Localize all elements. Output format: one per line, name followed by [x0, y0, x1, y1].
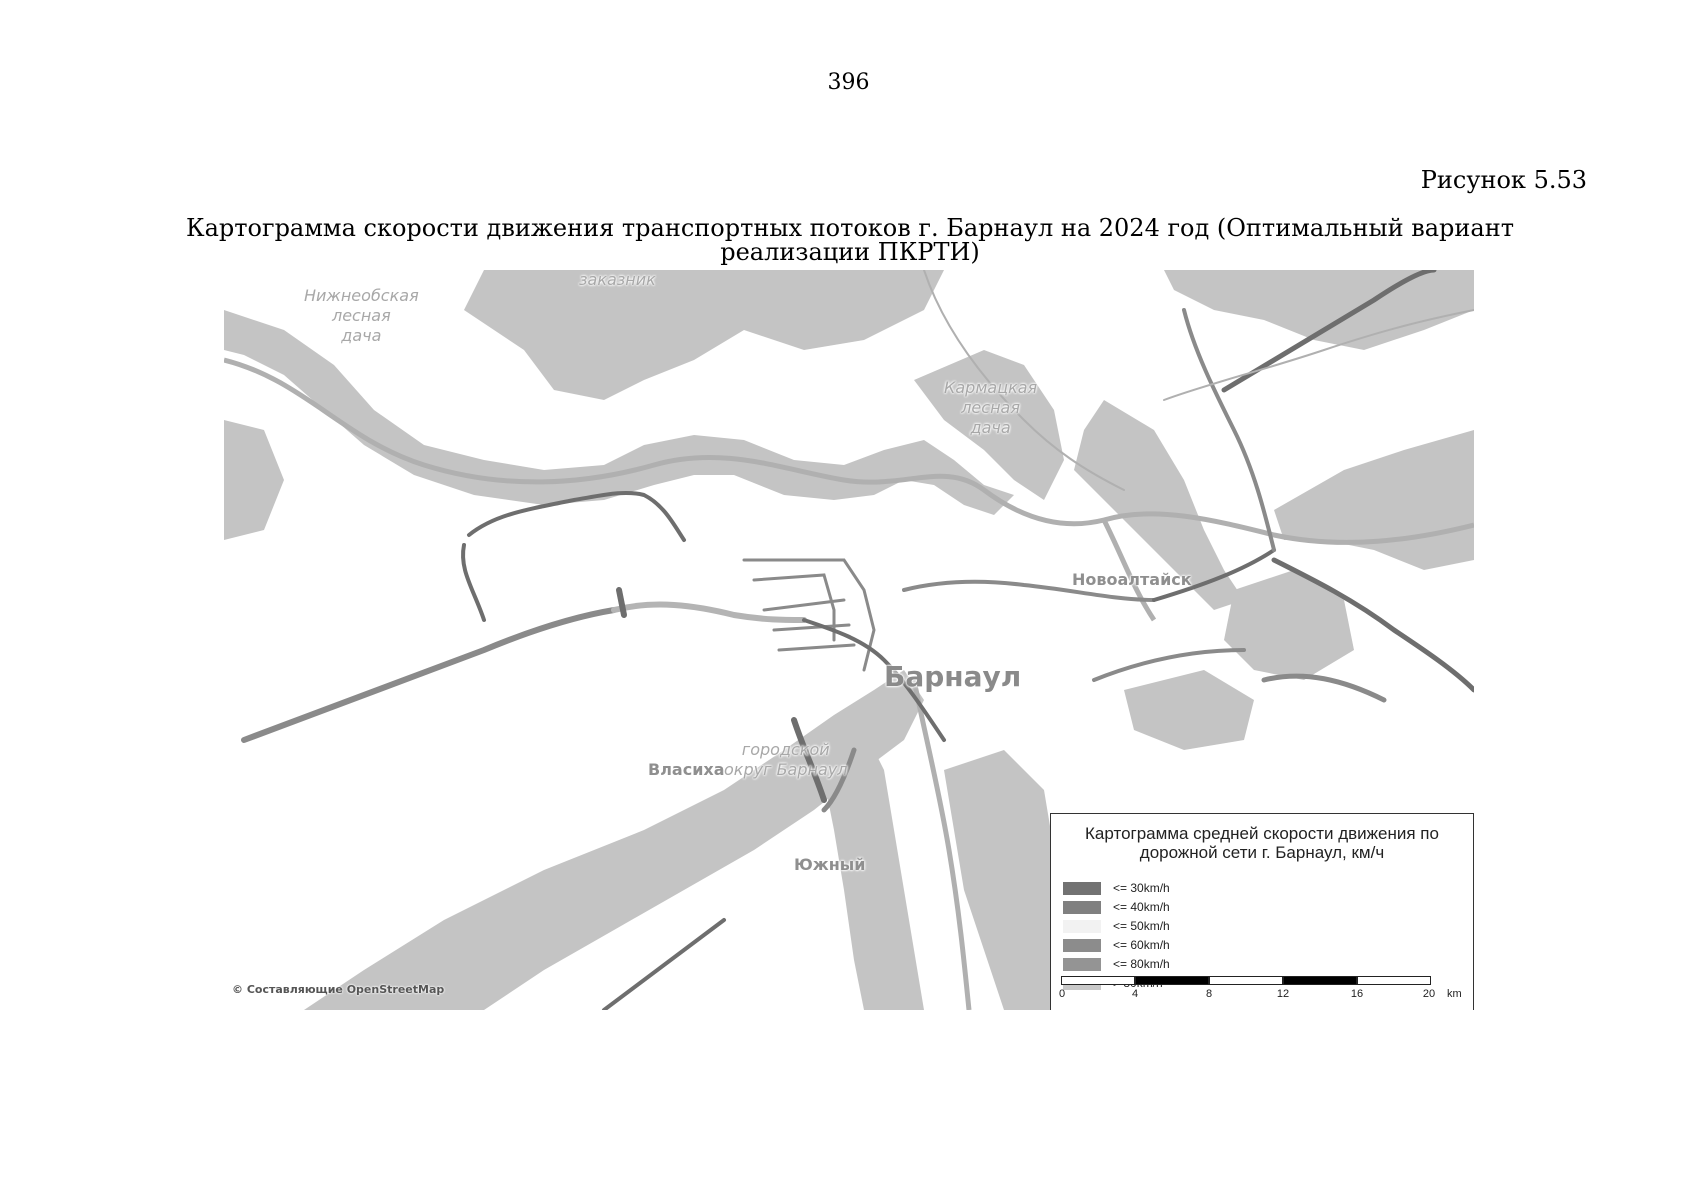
road-southeast-1: [1094, 650, 1244, 680]
legend-swatch: [1063, 882, 1101, 895]
legend-label: <= 80km/h: [1113, 957, 1170, 971]
label-barnaul: Барнаул: [884, 660, 1022, 693]
road-southwest-rail: [604, 920, 724, 1010]
road-west-loop: [463, 545, 484, 620]
legend-swatch: [1063, 939, 1101, 952]
scale-segment: [1135, 976, 1209, 985]
legend-label: <= 50km/h: [1113, 919, 1170, 933]
water-east-bank: [1274, 430, 1474, 570]
scale-tick: 16: [1350, 988, 1364, 1000]
scale-tick: 8: [1205, 988, 1213, 1000]
scale-segment: [1061, 976, 1135, 985]
legend-label: <= 40km/h: [1113, 900, 1170, 914]
water-west-patch: [224, 420, 284, 540]
label-gorodskoy-okrug: городской округ Барнаул: [724, 740, 848, 779]
page-number: 396: [827, 70, 870, 95]
water-ob-main-southwest: [304, 670, 924, 1010]
water-north-floodplain: [464, 270, 944, 400]
figure-label: Рисунок 5.53: [1420, 166, 1587, 194]
road-southeast-2: [1264, 676, 1384, 700]
legend-label: <= 30km/h: [1113, 881, 1170, 895]
legend-title: Картограмма средней скорости движения по дорожной сети г. Барнаул, км/ч: [1085, 824, 1439, 862]
road-central-highway: [614, 605, 804, 620]
map-canvas[interactable]: [224, 270, 1474, 1010]
label-vlasikha: Власиха: [648, 760, 725, 779]
legend-swatch: [1063, 920, 1101, 933]
label-karmatskaya: Кармацкая лесная дача: [944, 378, 1038, 437]
label-novoaltaysk: Новоалтайск: [1072, 570, 1192, 589]
scale-segment: [1209, 976, 1283, 985]
water-north-east: [1164, 270, 1474, 350]
scale-tick: 4: [1131, 988, 1139, 1000]
map-attribution[interactable]: © Составляющие OpenStreetMap: [232, 983, 445, 996]
scale-tick: 0: [1058, 988, 1066, 1000]
scale-segment: [1283, 976, 1357, 985]
water-south-east-patch: [1124, 670, 1254, 750]
scale-unit: km: [1447, 988, 1462, 1000]
scale-tick: 20: [1422, 988, 1436, 1000]
road-barnaul-grid-3: [764, 600, 854, 650]
road-north-loop: [469, 493, 684, 540]
road-west-highway: [244, 610, 614, 740]
legend-swatch: [1063, 958, 1101, 971]
water-southeast: [1224, 570, 1354, 680]
scale-tick: 12: [1276, 988, 1290, 1000]
figure-title: Картограмма скорости движения транспортных потоков г. Барнаул на 2024 год (Оптимальный вариант реализации ПКРТИ): [186, 214, 1514, 266]
map-legend: [1050, 813, 1474, 1010]
scale-segment: [1357, 976, 1431, 985]
legend-swatch: [1063, 901, 1101, 914]
scale-bar: [1058, 976, 1462, 1006]
label-nizhobskaya: Нижнеобская лесная дача: [304, 286, 419, 345]
legend-label: <= 60km/h: [1113, 938, 1170, 952]
label-yuzhny: Южный: [794, 855, 866, 874]
label-zakaznik: заказник: [579, 270, 656, 289]
